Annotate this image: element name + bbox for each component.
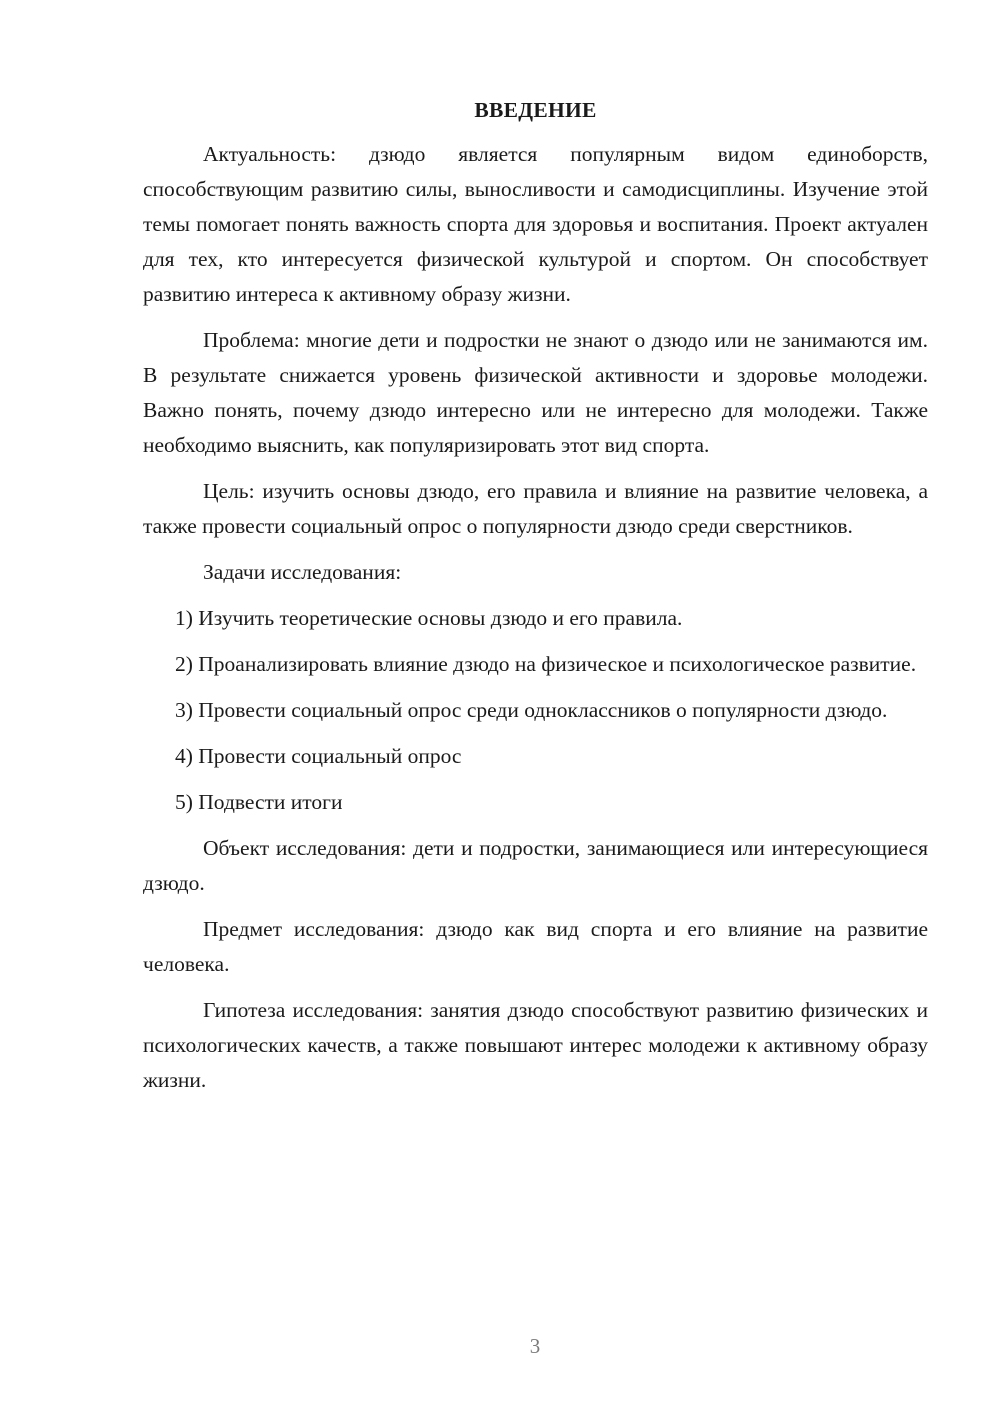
paragraph-hypothesis: Гипотеза исследования: занятия дзюдо способствуют развитию физических и психологических качеств, а также повышают интерес молодежи к активному образу жизни.	[143, 998, 928, 1092]
paragraph-goal: Цель: изучить основы дзюдо, его правила и влияние на развитие человека, а также провести социальный опрос о популярности дзюдо среди сверстников.	[143, 479, 928, 538]
task-item-4: 4) Провести социальный опрос	[175, 744, 462, 768]
page-number-container	[70, 1333, 1000, 1359]
task-item-1: 1) Изучить теоретические основы дзюдо и его правила.	[175, 606, 683, 630]
paragraph-subject: Предмет исследования: дзюдо как вид спорта и его влияние на развитие человека.	[143, 917, 928, 976]
paragraph-tasks-intro: Задачи исследования:	[203, 560, 402, 584]
task-item-3: 3) Провести социальный опрос среди одноклассников о популярности дзюдо.	[175, 698, 888, 722]
paragraph-object: Объект исследования: дети и подростки, занимающиеся или интересующиеся дзюдо.	[143, 836, 928, 895]
paragraph-relevance: Актуальность: дзюдо является популярным видом единоборств, способствующим развитию силы, выносливости и самодисциплины. Изучение этой темы помогает понять важность спорта для здоровья и воспитания. Проект актуален для тех, кто интересуется физической культурой и спортом. Он способствует развитию интереса к активному образу жизни.	[143, 142, 928, 306]
page-content	[143, 95, 928, 1109]
section-heading: ВВЕДЕНИЕ	[474, 98, 597, 122]
page-number: 3	[529, 1334, 541, 1358]
task-item-5: 5) Подвести итоги	[175, 790, 343, 814]
task-item-2: 2) Проанализировать влияние дзюдо на физическое и психологическое развитие.	[175, 652, 917, 676]
paragraph-problem: Проблема: многие дети и подростки не знают о дзюдо или не занимаются им. В результате снижается уровень физической активности и здоровье молодежи. Важно понять, почему дзюдо интересно или не интересно для молодежи. Также необходимо выяснить, как популяризировать этот вид спорта.	[143, 328, 928, 457]
